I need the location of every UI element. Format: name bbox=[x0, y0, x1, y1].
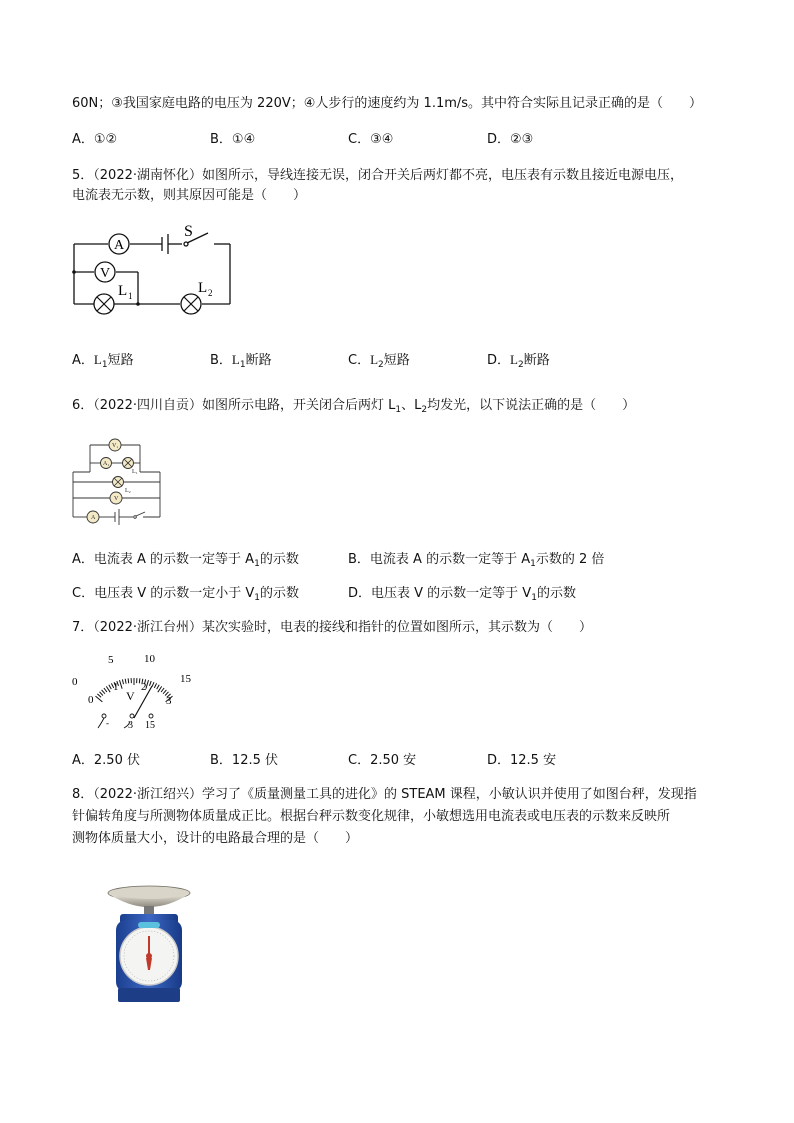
q5-option-a-prefix: A． bbox=[72, 353, 94, 368]
q7-lower-scale-3: 3 bbox=[166, 695, 172, 707]
q8-stem-line1: 8．（2022·浙江绍兴）学习了《质量测量工具的进化》的 STEAM 课程，小敏认识并使用了如图台秤，发现指 bbox=[72, 787, 697, 802]
q4-stem: 60N；③我国家庭电路的电压为 220V；④人步行的速度约为 1.1m/s。其中符合实际且记录正确的是（ ） bbox=[72, 96, 703, 111]
q6-option-b-tail: 示数的 2 倍 bbox=[535, 552, 605, 567]
q7-terminal-3: 3 bbox=[128, 720, 133, 731]
q7-dial-tick bbox=[102, 690, 105, 694]
q6-option-b-sub: 1 bbox=[530, 559, 536, 569]
q7-dial-tick bbox=[104, 688, 107, 692]
q6-v1-label: V₁ bbox=[112, 443, 119, 449]
q7-dial-tick bbox=[154, 683, 156, 688]
q5-option-c-sub: 2 bbox=[378, 360, 384, 370]
q6-option-a[interactable] bbox=[72, 551, 299, 573]
q7-terminal-negative: - bbox=[106, 718, 109, 728]
q4-option-b[interactable]: B．①④ bbox=[210, 132, 256, 147]
q5-option-c-prefix: C． bbox=[348, 353, 371, 368]
q5-l2-label: L bbox=[198, 280, 208, 296]
q6-option-d-tail: 的示数 bbox=[536, 586, 576, 601]
q7-dial-tick bbox=[97, 694, 101, 697]
q5-lamp-l1 bbox=[94, 294, 114, 314]
q6-option-c-text: C．电压表 V 的示数一定小于 V bbox=[72, 586, 255, 601]
q7-dial-tick bbox=[161, 688, 164, 692]
q6-option-b[interactable] bbox=[348, 551, 604, 573]
q8-stem-line3: 测物体质量大小，设计的电路最合理的是（ ） bbox=[72, 831, 359, 846]
q5-option-d-sub: 2 bbox=[517, 360, 524, 370]
q5-option-b-symbol: L bbox=[231, 352, 240, 367]
q6-option-c[interactable] bbox=[72, 585, 299, 607]
q5-option-d[interactable] bbox=[487, 351, 550, 374]
q5-switch-label: S bbox=[184, 223, 193, 240]
q6-option-d-sub: 1 bbox=[531, 593, 537, 603]
q5-option-a-text: 短路 bbox=[107, 353, 134, 368]
q6-l1-label: L₁ bbox=[132, 469, 138, 475]
q7-dial-tick bbox=[125, 679, 126, 684]
q5-option-c-text: 短路 bbox=[383, 353, 410, 368]
q5-l1-label: L bbox=[118, 283, 128, 299]
q5-option-c[interactable] bbox=[348, 351, 410, 374]
q5-option-a-symbol: L bbox=[93, 352, 102, 367]
q4-option-d[interactable]: D．②③ bbox=[487, 132, 534, 147]
q5-option-c-symbol: L bbox=[370, 352, 379, 367]
q7-dial-tick bbox=[150, 681, 152, 686]
q4-option-a[interactable]: A．①② bbox=[72, 132, 118, 147]
q5-stem-line1: 5．（2022·湖南怀化）如图所示，导线连接无误，闭合开关后两灯都不亮，电压表有示数且接近电源电压， bbox=[72, 168, 683, 183]
q7-dial-tick bbox=[152, 682, 154, 687]
q5-circuit-diagram bbox=[70, 222, 240, 322]
q6-circuit-diagram bbox=[70, 436, 165, 526]
q7-dial-tick bbox=[100, 692, 103, 696]
q7-dial-tick bbox=[120, 680, 123, 689]
q6-a-label: A bbox=[91, 515, 96, 521]
q5-option-b-sub: 1 bbox=[239, 360, 246, 370]
q7-terminal-15: 15 bbox=[145, 720, 155, 731]
q5-option-a-sub: 1 bbox=[101, 360, 108, 370]
q7-stem: 7．（2022·浙江台州）某次实验时，电表的接线和指针的位置如图所示，其示数为（ ） bbox=[72, 620, 592, 635]
q6-option-a-sub: 1 bbox=[254, 559, 260, 569]
q7-upper-scale-10: 10 bbox=[144, 653, 155, 665]
q6-option-a-tail: 的示数 bbox=[259, 552, 299, 567]
q5-ammeter-label: A bbox=[113, 238, 125, 253]
q5-stem-line2: 电流表无示数，则其原因可能是（ ） bbox=[72, 188, 307, 203]
q7-option-b[interactable]: B．12.5 伏 bbox=[210, 753, 278, 768]
q5-option-b-prefix: B． bbox=[210, 353, 232, 368]
q8-stem-line2: 针偏转角度与所测物体质量成正比。根据台秤示数变化规律，小敏想选用电流表或电压表的示数来反映所 bbox=[72, 809, 671, 824]
q6-v-label: V bbox=[114, 496, 119, 502]
q5-option-d-prefix: D． bbox=[487, 353, 511, 368]
q5-option-d-symbol: L bbox=[510, 352, 518, 367]
q6-option-d-text: D．电压表 V 的示数一定等于 V bbox=[348, 586, 532, 601]
q7-option-a[interactable]: A．2.50 伏 bbox=[72, 753, 140, 768]
q8-platform-scale-photo bbox=[104, 880, 194, 1010]
q6-option-d[interactable] bbox=[348, 585, 576, 607]
q7-dial-tick bbox=[163, 690, 166, 694]
q6-stem-part-a: 6．（2022·四川自贡）如图所示电路，开关闭合后两灯 L bbox=[72, 398, 396, 413]
q6-stem-part-b: 、L bbox=[401, 398, 422, 413]
q6-option-a-text: A．电流表 A 的示数一定等于 A bbox=[72, 552, 255, 567]
q7-upper-scale-5: 5 bbox=[108, 654, 114, 666]
q6-option-b-text: B．电流表 A 的示数一定等于 A bbox=[348, 552, 531, 567]
q7-dial-tick bbox=[122, 679, 123, 684]
q7-lower-scale-2: 2 bbox=[141, 681, 147, 693]
q6-l2-label: L₂ bbox=[125, 488, 131, 494]
q5-option-a[interactable] bbox=[72, 351, 134, 374]
q6-option-c-sub: 1 bbox=[254, 593, 260, 603]
q5-l2-subscript: 2 bbox=[208, 288, 213, 298]
q5-l1-subscript: 1 bbox=[128, 291, 133, 301]
q7-option-c[interactable]: C．2.50 安 bbox=[348, 753, 417, 768]
q7-dial-tick bbox=[139, 678, 140, 683]
q6-stem-sub1: 1 bbox=[395, 405, 402, 415]
q5-option-b[interactable] bbox=[210, 351, 272, 374]
q7-lower-scale-1: 1 bbox=[113, 681, 119, 693]
q7-dial-tick bbox=[128, 678, 129, 683]
q6-option-c-tail: 的示数 bbox=[260, 586, 300, 601]
q7-unit-label: V bbox=[126, 689, 135, 703]
q6-a1-label: A₁ bbox=[103, 461, 110, 467]
q5-option-b-text: 断路 bbox=[245, 353, 272, 368]
q6-stem bbox=[72, 397, 635, 419]
q4-option-c[interactable]: C．③④ bbox=[348, 132, 394, 147]
q7-dial-tick bbox=[109, 685, 112, 689]
q5-lamp-l2 bbox=[181, 294, 201, 314]
q7-upper-scale-15: 15 bbox=[180, 673, 191, 685]
q7-option-d[interactable]: D．12.5 安 bbox=[487, 753, 557, 768]
q7-upper-scale-0: 0 bbox=[72, 676, 78, 688]
q6-stem-sub2: 2 bbox=[421, 405, 428, 415]
q7-dial-tick bbox=[157, 685, 160, 689]
q6-stem-part-c: 均发光，以下说法正确的是（ ） bbox=[427, 398, 636, 413]
q7-lower-scale-0: 0 bbox=[88, 694, 94, 706]
q7-voltmeter-dial bbox=[68, 650, 203, 732]
q5-voltmeter-label: V bbox=[99, 266, 111, 281]
q5-option-d-text: 断路 bbox=[523, 353, 550, 368]
